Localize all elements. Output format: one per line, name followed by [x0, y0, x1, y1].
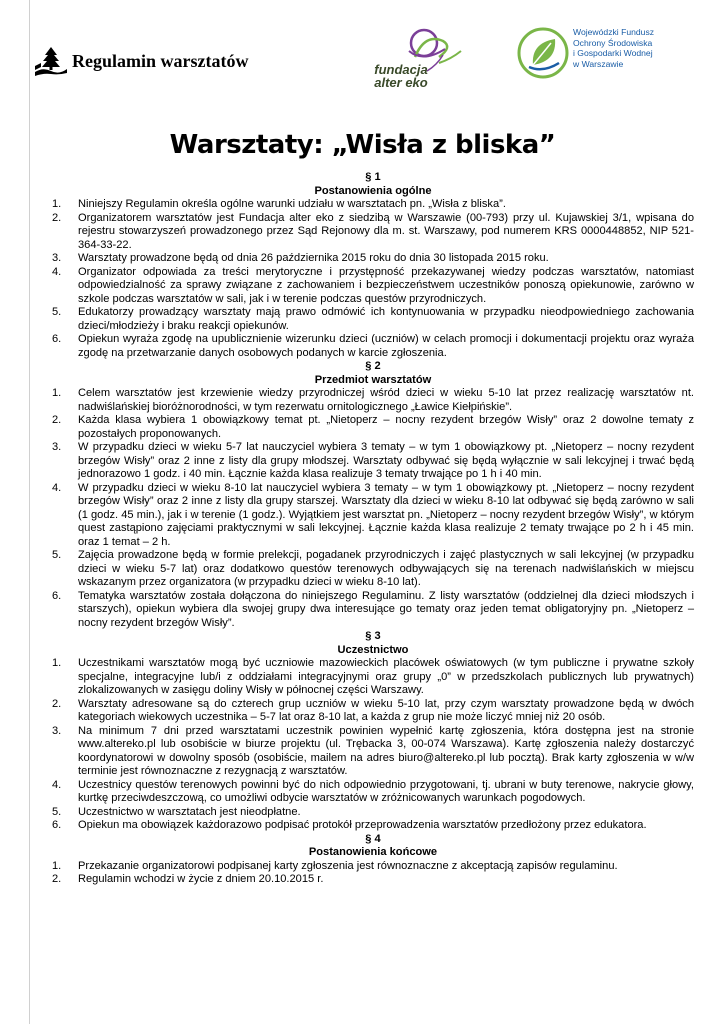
page-header — [0, 0, 725, 100]
section-list — [52, 860, 694, 887]
list-item-text: Uczestnicy questów terenowych powinni być do nich odpowiednio przygotowani, tj. ubrani w buty terenowe, nakrycie głowy, kurtkę przeciwdeszczową, co umożliwi odbycie warsztatów w zróżnicowanych warunkach pogodowych. — [78, 778, 694, 804]
document-title: Warsztaty: „Wisła z bliska” — [169, 130, 556, 160]
wfos-leaf-icon — [517, 27, 569, 79]
list-item: 3. Warsztaty prowadzone będą od dnia 26 października 2015 roku do dnia 30 listopada 2015 roku. — [52, 252, 549, 264]
list-item: 1. Przekazanie organizatorowi podpisanej karty zgłoszenia jest równoznaczne z akceptacją zapisów regulaminu. — [52, 859, 618, 872]
list-item-text: Zajęcia prowadzone będą w formie prelekcji, pogadanek przyrodniczych i zajęć plastycznych w sali lekcyjnej (w przypadku dzieci w wieku 5-7 lat) oraz dodatkowo questów terenowych odbywających się na terenach nadwiślańskich w miejscu wskazanym przez organizatora (w przypadku dzieci w wieku 8-10 lat). — [78, 549, 694, 588]
list-item: 3. W przypadku dzieci w wieku 5-7 lat nauczyciel wybiera 3 tematy – w tym 1 obowiązkowy pt. „Nietoperz – nocny rezydent brzegów Wisły” oraz 2 inne z listy dla grupy młodszej. Warsztaty odbywać się będą wyłącznie w sali lekcyjnej i trwać będą jednorazowo 1 godz. i 40 min. Łącznie każda klasa realizuje 3 tematy trwające po 1 h i 40 min. — [52, 441, 694, 480]
logo-wfosigw — [517, 27, 702, 79]
wfos-line: Wojewódzki Fundusz — [573, 27, 655, 37]
list-item: 4. Uczestnicy questów terenowych powinni być do nich odpowiednio przygotowani, tj. ubrani w buty terenowe, nakrycie głowy, kurtkę przeciwdeszczową, co umożliwi odbycie warsztatów w zróżnicowanych warunkach pogodowych. — [52, 778, 694, 804]
list-item-text: Organizatorem warsztatów jest Fundacja alter eko z siedzibą w Warszawie (00-793) przy ul. Kujawskiej 3/1, wpisana do rejestru stowarzyszeń prowadzonego przez Sąd Rejonowy dla m. st. Warszawy, pod numerem KRS 0000448852, NIP 521-364-33-22. — [78, 211, 694, 251]
wfos-line: i Gospodarki Wodnej — [573, 48, 653, 58]
list-item-text: Regulamin wchodzi w życie z dniem 20.10.2015 r. — [78, 873, 324, 885]
section-list — [52, 387, 694, 630]
section-mark: § 3 — [365, 630, 381, 642]
list-item: 1. Niniejszy Regulamin określa ogólne warunki udziału w warsztatach pn. „Wisła z bliska”. — [52, 198, 506, 210]
section-heading: Postanowienia końcowe — [308, 846, 438, 858]
list-item: 1. Celem warsztatów jest krzewienie wiedzy przyrodniczej wśród dzieci w wieku 5-10 lat przez realizację warsztatów nt. nadwiślańskiej bioróżnorodności, w tym rezerwatu ornitologicznego „Ławice Kiełpińskie”. — [52, 387, 694, 413]
list-item: 5. Uczestnictwo w warsztatach jest nieodpłatne. — [52, 805, 301, 818]
list-item: 6. Opiekun ma obowiązek każdorazowo podpisać protokół przeprowadzenia warsztatów przedłożony przez edukatora. — [52, 819, 647, 831]
list-item-text: Warsztaty adresowane są do czterech grup uczniów w wieku 5-10 lat, przy czym warsztaty prowadzone będą w dwóch kategoriach wiekowych uczestnika – 5-7 lat oraz 8-10 lat, a każda z grup nie może liczyć mniej niż 20 osób. — [78, 697, 694, 723]
list-item-text: Organizator odpowiada za treści merytoryczne i przystępność przekazywanej wiedzy podczas warsztatów, natomiast odpowiedzialność za sprawy związane z zachowaniem i bezpieczeństwem uczestników ponoszą opiekunowie, zarówno w szkole podczas warsztatów w sali, jak i w terenie podczas questów przyrodniczych. — [78, 265, 694, 305]
section-mark: § 1 — [365, 171, 381, 183]
list-item-text: Opiekun wyraża zgodę na upublicznienie wizerunku dzieci (uczniów) w celach promocji i dokumentacji projektu oraz wyraża zgodę na przetwarzanie danych osobowych podanych w karcie zgłoszenia. — [78, 333, 694, 359]
brand-title: Regulamin warsztatów — [72, 50, 249, 71]
alter-eko-text — [371, 63, 431, 89]
alter-eko-line: fundacja — [374, 62, 428, 77]
list-item-text: Przekazanie organizatorowi podpisanej karty zgłoszenia jest równoznaczne z akceptacją zapisów regulaminu. — [78, 859, 618, 872]
list-item: 6. Opiekun wyraża zgodę na upublicznienie wizerunku dzieci (uczniów) w celach promocji i dokumentacji projektu oraz wyraża zgodę na przetwarzanie danych osobowych podanych w karcie zgłoszenia. — [52, 333, 694, 359]
list-item-text: Tematyka warsztatów została dołączona do niniejszego Regulaminu. Z listy warsztatów (oddzielnej dla dzieci młodszych i starszych), opiekun wybiera dla swojej grupy dwa interesujące go tematy oraz jeden temat obligatoryjny pn. „Nietoperz – nocny rezydent brzegów Wisły”. — [78, 589, 694, 629]
list-item: 6. Tematyka warsztatów została dołączona do niniejszego Regulaminu. Z listy warsztatów (oddzielnej dla dzieci młodszych i starszych), opiekun wybiera dla swojej grupy dwa interesujące go tematy oraz jeden temat obligatoryjny pn. „Nietoperz – nocny rezydent brzegów Wisły”. — [52, 589, 694, 629]
list-item-text: Na minimum 7 dni przed warsztatami uczestnik powinien wypełnić kartę zgłoszenia, która dostępna jest na stronie www.altereko.pl lub osobiście w biurze projektu (ul. Trębacka 3, 00-074 Warszawa). Kartę zgłoszenia należy dostarczyć koordynatorowi w dowolny sposób (osobiście, mailem na adres biuro@altereko.pl lub pocztą). Brak karty zgłoszenia w w/w terminie jest równoznaczne z rezygnacją z warsztatów. — [78, 724, 694, 777]
list-item: 5. Zajęcia prowadzone będą w formie prelekcji, pogadanek przyrodniczych i zajęć plastycznych w sali lekcyjnej (w przypadku dzieci w wieku 5-7 lat) oraz dodatkowo questów terenowych odbywających się na terenach nadwiślańskich w miejscu wskazanym przez organizatora (w przypadku dzieci w wieku 8-10 lat). — [52, 549, 694, 588]
list-item: 1. Uczestnikami warsztatów mogą być uczniowie mazowieckich placówek oświatowych (w tym publiczne i prywatne szkoły specjalne, integracyjne lub/i z oddziałami integracyjnymi oraz grupy „0” w przedszkolach publicznych lub prywatnych) zlokalizowanych w zasięgu doliny Wisły w północnej części Warszawy. — [52, 657, 694, 696]
section-mark: § 2 — [365, 360, 381, 372]
wfos-line: Ochrony Środowiska — [573, 37, 653, 48]
list-item: 2. Regulamin wchodzi w życie z dniem 20.10.2015 r. — [52, 873, 324, 885]
logo-fundacja-alter-eko — [365, 27, 470, 99]
wfos-text — [573, 27, 703, 69]
section-list — [52, 657, 694, 833]
section-heading: Uczestnictwo — [337, 643, 409, 656]
list-item-text: Niniejszy Regulamin określa ogólne warunki udziału w warsztatach pn. „Wisła z bliska”. — [78, 198, 506, 210]
list-item: 2. Warsztaty adresowane są do czterech grup uczniów w wieku 5-10 lat, przy czym warsztaty prowadzone będą w dwóch kategoriach wiekowych uczestnika – 5-7 lat oraz 8-10 lat, a każda z grup nie może liczyć mniej niż 20 osób. — [52, 697, 694, 723]
list-item: 5. Edukatorzy prowadzący warsztaty mają prawo odmówić ich kontynuowania w przypadku nieodpowiedniego zachowania dzieci/młodzieży i braku reakcji opiekunów. — [52, 306, 694, 332]
alter-eko-line: alter eko — [374, 75, 428, 90]
list-item-text: Celem warsztatów jest krzewienie wiedzy przyrodniczej wśród dzieci w wieku 5-10 lat przez realizację warsztatów nt. nadwiślańskiej bioróżnorodności, w tym rezerwatu ornitologicznego „Ławice Kiełpińskie”. — [78, 387, 694, 413]
section-list — [52, 198, 694, 360]
list-item: 4. Organizator odpowiada za treści merytoryczne i przystępność przekazywanej wiedzy podczas warsztatów, natomiast odpowiedzialność za sprawy związane z zachowaniem i bezpieczeństwem uczestników ponoszą opiekunowie, zarówno w szkole podczas warsztatów w sali, jak i w terenie podczas questów przyrodniczych. — [52, 265, 694, 305]
list-item-text: Każda klasa wybiera 1 obowiązkowy temat pt. „Nietoperz – nocny rezydent brzegów Wisły” oraz 2 dowolne tematy z pozostałych proponowanych. — [78, 414, 694, 440]
list-item-text: Edukatorzy prowadzący warsztaty mają prawo odmówić ich kontynuowania w przypadku nieodpowiedniego zachowania dzieci/młodzieży i braku reakcji opiekunów. — [78, 306, 694, 332]
list-item-text: W przypadku dzieci w wieku 5-7 lat nauczyciel wybiera 3 tematy – w tym 1 obowiązkowy pt. „Nietoperz – nocny rezydent brzegów Wisły” oraz 2 inne z listy dla grupy młodszej. Warsztaty odbywać się będą wyłącznie w sali lekcyjnej i trwać będą jednorazowo 1 godz. i 40 min. Łącznie każda klasa realizuje 3 tematy trwające po 1 h i 40 min. — [78, 441, 694, 480]
list-item-text: Warsztaty prowadzone będą od dnia 26 października 2015 roku do dnia 30 listopada 2015 roku. — [78, 252, 549, 264]
section-heading: Postanowienia ogólne — [314, 184, 432, 197]
list-item-text: Uczestnictwo w warsztatach jest nieodpłatne. — [78, 805, 301, 818]
list-item: 3. Na minimum 7 dni przed warsztatami uczestnik powinien wypełnić kartę zgłoszenia, która dostępna jest na stronie www.altereko.pl lub osobiście w biurze projektu (ul. Trębacka 3, 00-074 Warszawa). Kartę zgłoszenia należy dostarczyć koordynatorowi w dowolny sposób (osobiście, mailem na adres biuro@altereko.pl lub pocztą). Brak karty zgłoszenia w w/w terminie jest równoznaczne z rezygnacją z warsztatów. — [52, 724, 694, 777]
list-item: 2. Organizatorem warsztatów jest Fundacja alter eko z siedzibą w Warszawie (00-793) przy ul. Kujawskiej 3/1, wpisana do rejestru stowarzyszeń prowadzonego przez Sąd Rejonowy dla m. st. Warszawy, pod numerem KRS 0000448852, NIP 521-364-33-22. — [52, 211, 694, 251]
list-item: 4. W przypadku dzieci w wieku 8-10 lat nauczyciel wybiera 3 tematy – w tym 1 obowiązkowy pt. „Nietoperz – nocny rezydent brzegów Wisły” oraz 2 inne z listy dla grupy starszej. Warsztaty dla dzieci w wieku 8-10 lat odbywać się będą zarówno w sali (1 godz. 45 min.), jak i w terenie (1 godz.). Wyjątkiem jest warsztat pn. „Nietoperz – nocny rezydent brzegów Wisły”, w którym quest zastąpiono zajęciami praktycznymi w sali lekcyjnej. Łącznie każda klasa realizuje 2 tematy trwające po 2 h i 45 min. oraz 1 temat – 2 h. — [52, 481, 694, 548]
regulations-body — [52, 171, 694, 887]
list-item: 2. Każda klasa wybiera 1 obowiązkowy temat pt. „Nietoperz – nocny rezydent brzegów Wisły” oraz 2 dowolne tematy z pozostałych proponowanych. — [52, 414, 694, 440]
wfos-line: w Warszawie — [573, 58, 624, 69]
tree-river-icon — [34, 46, 68, 76]
list-item-text: W przypadku dzieci w wieku 8-10 lat nauczyciel wybiera 3 tematy – w tym 1 obowiązkowy pt. „Nietoperz – nocny rezydent brzegów Wisły” oraz 2 inne z listy dla grupy starszej. Warsztaty dla dzieci w wieku 8-10 lat odbywać się będą zarówno w sali (1 godz. 45 min.), jak i w terenie (1 godz.). Wyjątkiem jest warsztat pn. „Nietoperz – nocny rezydent brzegów Wisły”, w którym quest zastąpiono zajęciami praktycznymi w sali lekcyjnej. Łącznie każda klasa realizuje 2 tematy trwające po 2 h i 45 min. oraz 1 temat – 2 h. — [78, 481, 694, 548]
section-mark: § 4 — [365, 832, 381, 845]
list-item-text: Opiekun ma obowiązek każdorazowo podpisać protokół przeprowadzenia warsztatów przedłożony przez edukatora. — [78, 819, 647, 831]
section-heading: Przedmiot warsztatów — [314, 373, 432, 386]
brand — [34, 44, 248, 78]
list-item-text: Uczestnikami warsztatów mogą być uczniowie mazowieckich placówek oświatowych (w tym publiczne i prywatne szkoły specjalne, integracyjne lub/i z oddziałami integracyjnymi oraz grupy „0” w przedszkolach publicznych lub prywatnych) zlokalizowanych w zasięgu doliny Wisły w północnej części Warszawy. — [78, 657, 694, 696]
